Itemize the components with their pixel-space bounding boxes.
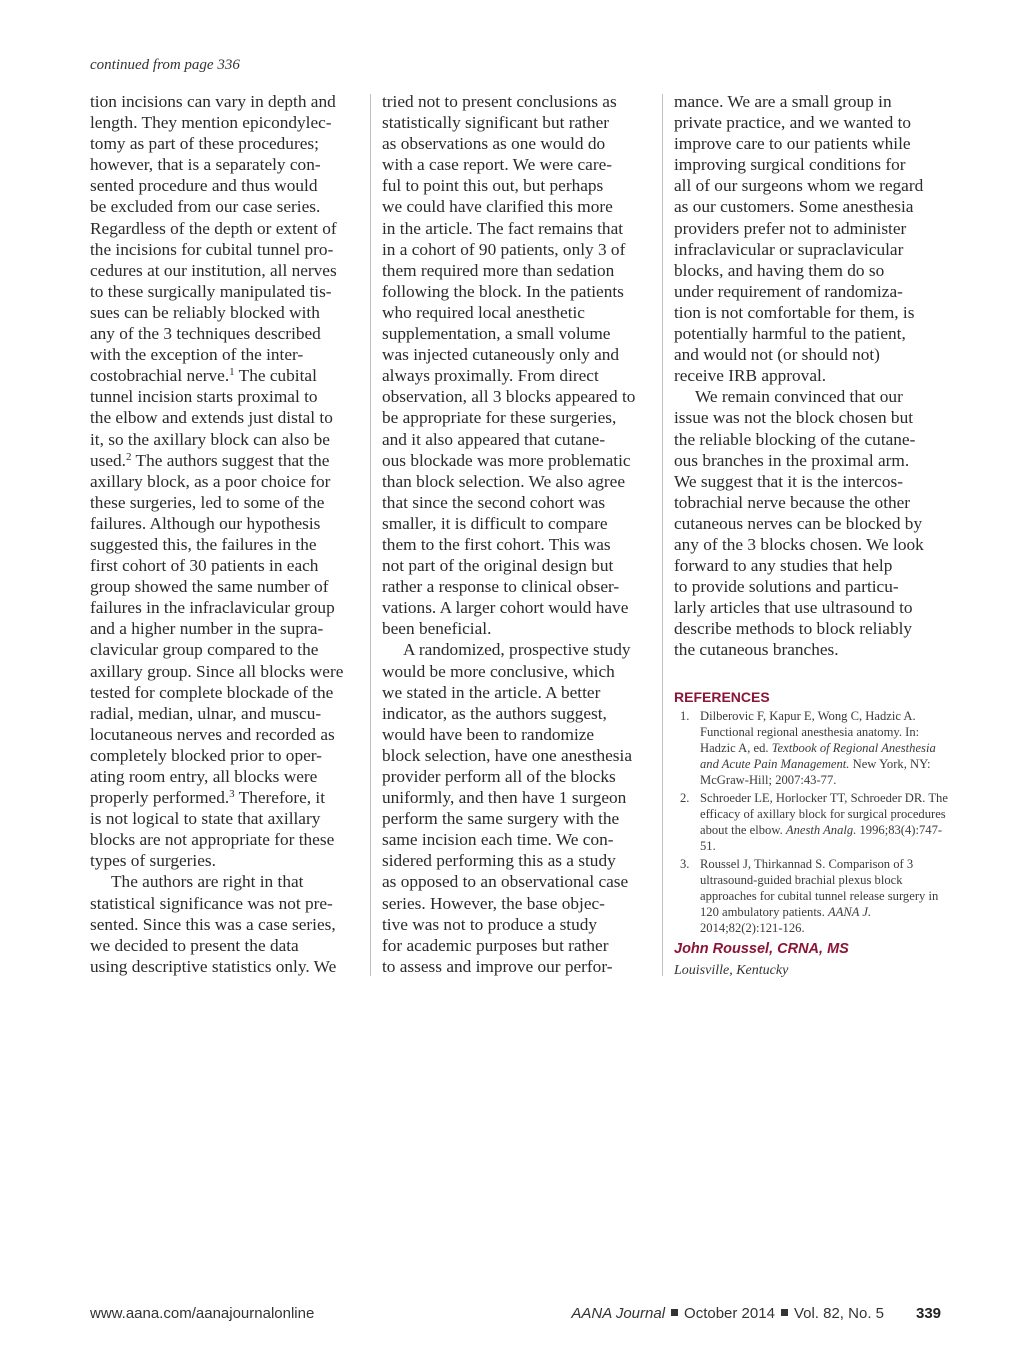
text-line: Regardless of the depth or extent of: [90, 218, 337, 238]
text-line: We remain convinced that our: [695, 387, 903, 407]
reference-number: 2.: [680, 791, 690, 805]
text-line: A randomized, prospective study: [403, 640, 631, 660]
column-divider: [662, 94, 663, 976]
text-line: it, so the axillary block can also be: [90, 429, 330, 449]
text-line: always proximally. From direct: [382, 366, 599, 386]
author-name: John Roussel, CRNA, MS: [674, 941, 849, 957]
footer-journal-info: [571, 1305, 884, 1322]
text-line: tive was not to produce a study: [382, 914, 598, 934]
citation-1: 1: [229, 366, 235, 379]
citation-3: 3: [229, 788, 235, 801]
text-line: as observations as one would do: [382, 134, 606, 154]
text-line: supplementation, a small volume: [382, 324, 611, 344]
text-line: that since the second cohort was: [382, 492, 606, 512]
text-line: using descriptive statistics only. We: [90, 956, 337, 976]
text-line: under requirement of randomiza-: [674, 281, 903, 301]
text-line: to provide solutions and particu-: [674, 577, 899, 597]
text-line: indicator, as the authors suggest,: [382, 703, 607, 723]
text-line: locutaneous nerves and recorded as: [90, 724, 335, 744]
text-line: be excluded from our case series.: [90, 197, 321, 217]
text-line: observation, all 3 blocks appeared to: [382, 387, 636, 407]
body-column-3: [674, 91, 950, 661]
text-line: ful to point this out, but perhaps: [382, 176, 604, 196]
text-line: the elbow and extends just distal to: [90, 408, 333, 428]
text-line: first cohort of 30 patients in each: [90, 556, 319, 576]
reference-text: Schroeder LE, Horlocker TT, Schroeder DR. The efficacy of axillary block for surgical procedures about the elbow. Anesth Analg. 1996;83(4):747-51.: [700, 791, 948, 853]
text-line: issue was not the block chosen but: [674, 408, 914, 428]
text-line: blocks, and having them do so: [674, 260, 885, 280]
text-line: and it also appeared that cutane-: [382, 429, 606, 449]
citation-2: 2: [126, 450, 132, 463]
footer-url[interactable]: www.aana.com/aanajournalonline: [90, 1305, 315, 1322]
references-list: [680, 708, 950, 938]
text-line: was injected cutaneously only and: [382, 345, 620, 365]
text-line: sented procedure and thus would: [90, 176, 318, 196]
text-line: ous branches in the proximal arm.: [674, 450, 910, 470]
text-line: vations. A larger cohort would have: [382, 598, 629, 618]
text-line: types of surgeries.: [90, 851, 216, 871]
text-line: used.$^2$ The authors suggest that the: [90, 450, 330, 470]
reference-item: [680, 708, 950, 788]
body-column-2: [382, 91, 654, 977]
page-number: 339: [916, 1305, 942, 1322]
text-line: who required local anesthetic: [382, 302, 585, 322]
text-line: perform the same surgery with the: [382, 809, 620, 829]
text-line: not part of the original design but: [382, 556, 614, 576]
text-line: rather a response to clinical obser-: [382, 577, 620, 597]
text-line: the reliable blocking of the cutane-: [674, 429, 916, 449]
text-line: provider perform all of the blocks: [382, 767, 616, 786]
body-column-1: [90, 91, 358, 977]
text-line: ating room entry, all blocks were: [90, 767, 318, 786]
text-line: improving surgical conditions for: [674, 155, 906, 175]
text-line: with the exception of the inter-: [90, 345, 304, 365]
text-line: we decided to present the data: [90, 935, 299, 955]
text-line: statistical significance was not pre-: [90, 893, 333, 913]
text-line: cutaneous nerves can be blocked by: [674, 513, 923, 533]
text-line: blocks are not appropriate for these: [90, 830, 335, 850]
text-line: smaller, it is difficult to compare: [382, 513, 608, 533]
text-line: infraclavicular or supraclavicular: [674, 239, 904, 259]
reference-item: [680, 856, 950, 936]
text-line: properly performed.$^3$ Therefore, it: [90, 788, 326, 808]
text-line: as our customers. Some anesthesia: [674, 197, 914, 217]
text-line: The authors are right in that: [111, 872, 304, 892]
text-line: and a higher number in the supra-: [90, 619, 324, 639]
text-line: is not logical to state that axillary: [90, 809, 321, 829]
text-line: however, that is a separately con-: [90, 155, 321, 175]
text-line: in a cohort of 90 patients, only 3 of: [382, 239, 626, 259]
text-line: uniformly, and then have 1 surgeon: [382, 788, 627, 808]
separator-square-icon: [671, 1309, 678, 1316]
text-line: tion incisions can vary in depth and: [90, 92, 336, 111]
text-line: describe methods to block reliably: [674, 619, 913, 639]
journal-name: AANA Journal: [571, 1305, 666, 1322]
text-line: these surgeries, led to some of the: [90, 492, 325, 512]
text-line: them required more than sedation: [382, 260, 615, 280]
text-line: cedures at our institution, all nerves: [90, 260, 337, 280]
text-line: tested for complete blockade of the: [90, 682, 334, 702]
reference-number: 3.: [680, 857, 690, 871]
text-line: be appropriate for these surgeries,: [382, 408, 617, 428]
issue-date: October 2014: [684, 1305, 775, 1322]
text-line: to assess and improve our perfor-: [382, 956, 613, 976]
text-line: with a case report. We were care-: [382, 155, 613, 175]
text-line: completely blocked prior to oper-: [90, 745, 322, 765]
text-line: axillary block, as a poor choice for: [90, 471, 331, 491]
text-line: receive IRB approval.: [674, 366, 827, 386]
text-line: and would not (or should not): [674, 345, 880, 365]
text-line: tunnel incision starts proximal to: [90, 387, 318, 407]
text-line: length. They mention epicondylec-: [90, 113, 332, 133]
text-line: as opposed to an observational case: [382, 872, 629, 892]
text-line: larly articles that use ultrasound to: [674, 598, 913, 618]
separator-square-icon: [781, 1309, 788, 1316]
text-line: potentially harmful to the patient,: [674, 324, 906, 344]
text-line: block selection, have one anesthesia: [382, 745, 633, 765]
text-line: failures in the infraclavicular group: [90, 598, 335, 618]
text-line: the cutaneous branches.: [674, 640, 839, 660]
text-line: sues can be reliably blocked with: [90, 302, 320, 322]
text-line: would have been to randomize: [382, 724, 595, 744]
text-line: tried not to present conclusions as: [382, 92, 617, 111]
text-line: tion is not comfortable for them, is: [674, 302, 915, 322]
text-line: the incisions for cubital tunnel pro-: [90, 239, 334, 259]
column-divider: [370, 94, 371, 976]
text-line: them to the first cohort. This was: [382, 534, 611, 554]
text-line: private practice, and we wanted to: [674, 113, 912, 133]
text-line: tobrachial nerve because the other: [674, 492, 911, 512]
author-location: Louisville, Kentucky: [674, 963, 789, 978]
text-line: radial, median, ulnar, and muscu-: [90, 703, 322, 723]
references-heading: REFERENCES: [674, 689, 770, 705]
text-line: would be more conclusive, which: [382, 661, 615, 681]
text-line: than block selection. We also agree: [382, 471, 626, 491]
text-line: sented. Since this was a case series,: [90, 914, 336, 934]
text-line: mance. We are a small group in: [674, 92, 892, 111]
reference-text: Dilberovic F, Kapur E, Wong C, Hadzic A. Functional regional anesthesia anatomy. In: Hadzic A, ed. Textbook of Regional Anesthesia and Acute Pain Management. New York, NY: McGraw-Hill; 2007:43-77.: [700, 709, 936, 787]
text-line: failures. Although our hypothesis: [90, 513, 321, 533]
text-line: series. However, the base objec-: [382, 893, 605, 913]
reference-number: 1.: [680, 709, 690, 723]
text-line: axillary group. Since all blocks were: [90, 661, 344, 681]
text-line: providers prefer not to administer: [674, 218, 907, 238]
text-line: improve care to our patients while: [674, 134, 911, 154]
text-line: sidered performing this as a study: [382, 851, 616, 871]
volume-number: Vol. 82, No. 5: [793, 1305, 884, 1322]
text-line: costobrachial nerve.$^1$ The cubital: [90, 366, 317, 386]
text-line: all of our surgeons whom we regard: [674, 176, 924, 196]
text-line: tomy as part of these procedures;: [90, 134, 319, 154]
text-line: statistically significant but rather: [382, 113, 609, 133]
text-line: same incision each time. We con-: [382, 830, 614, 850]
text-line: suggested this, the failures in the: [90, 534, 317, 554]
text-line: to these surgically manipulated tis-: [90, 281, 332, 301]
text-line: we could have clarified this more: [382, 197, 613, 217]
text-line: clavicular group compared to the: [90, 640, 319, 660]
text-line: been beneficial.: [382, 619, 492, 639]
continued-from-note: continued from page 336: [90, 57, 240, 73]
text-line: We suggest that it is the intercos-: [674, 471, 903, 491]
text-line: any of the 3 blocks chosen. We look: [674, 534, 924, 554]
text-line: we stated in the article. A better: [382, 682, 601, 702]
text-line: any of the 3 techniques described: [90, 324, 321, 344]
text-line: forward to any studies that help: [674, 556, 893, 576]
text-line: following the block. In the patients: [382, 281, 624, 301]
reference-item: [680, 790, 950, 854]
reference-text: Roussel J, Thirkannad S. Comparison of 3 ultrasound-guided brachial plexus block approaches for cubital tunnel release surgery in 120 ambulatory patients. AANA J. 2014;82(2):121-126.: [700, 857, 939, 935]
text-line: ous blockade was more problematic: [382, 450, 631, 470]
text-line: group showed the same number of: [90, 577, 329, 597]
text-line: for academic purposes but rather: [382, 935, 609, 955]
text-line: in the article. The fact remains that: [382, 218, 624, 238]
